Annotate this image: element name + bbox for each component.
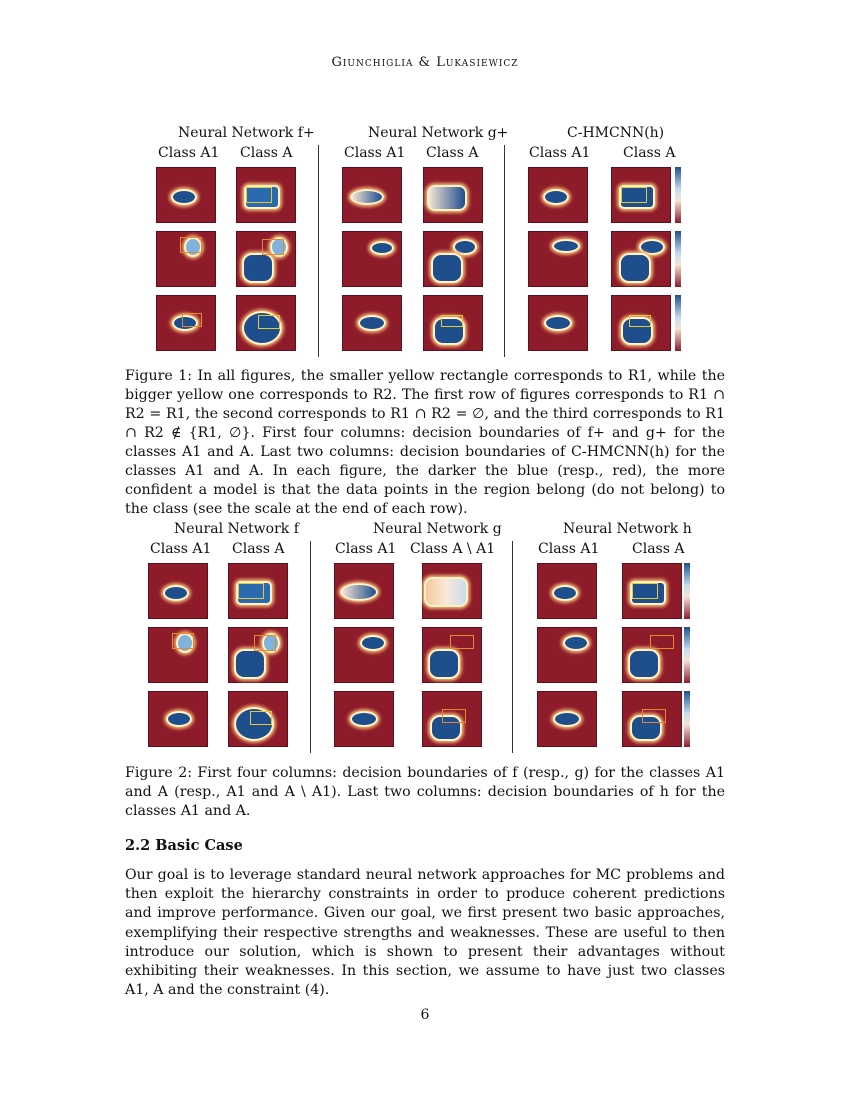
fig1-col-title: Class A [240,145,293,161]
fig1-group-title-g-plus: Neural Network g+ [368,125,509,141]
decision-boundary-panel [422,563,482,619]
fig1-col-title: Class A1 [529,145,591,161]
fig1-col-title: Class A [426,145,479,161]
decision-boundary-panel [334,563,394,619]
decision-boundary-panel [611,231,671,287]
fig2-col-title: Class A [632,541,685,557]
decision-boundary-panel [537,691,597,747]
decision-boundary-panel [334,627,394,683]
fig2-col-title: Class A1 [150,541,212,557]
decision-boundary-panel [423,295,483,351]
fig2-group-title-g: Neural Network g [373,521,502,537]
fig2-col-title: Class A1 [335,541,397,557]
decision-boundary-panel [422,691,482,747]
fig2-group-title-f: Neural Network f [174,521,299,537]
decision-boundary-panel [611,295,671,351]
section-body: Our goal is to leverage standard neural network approaches for MC problems and then exploit the hierarchy constraints in order to produce coherent predictions and improve performance. Given our goal, we first present two basic approaches, exemplifying their respective strengths and weaknesses. These are useful to then introduce our solution, which is shown to present their advantages without exhibiting their weaknesses. In this section, we assume to have just two classes A1, A and the constraint (4). [125,867,725,999]
decision-boundary-panel [342,295,402,351]
confidence-colorbar [684,563,690,619]
decision-boundary-panel [148,691,208,747]
decision-boundary-panel [148,627,208,683]
figure-2 [120,521,730,753]
decision-boundary-panel [611,167,671,223]
decision-boundary-panel [156,231,216,287]
section-heading: 2.2 Basic Case [125,837,243,854]
decision-boundary-panel [528,167,588,223]
decision-boundary-panel [156,295,216,351]
decision-boundary-panel [537,627,597,683]
fig2-group-title-h: Neural Network h [563,521,692,537]
decision-boundary-panel [537,563,597,619]
decision-boundary-panel [528,295,588,351]
decision-boundary-panel [423,167,483,223]
figure-1 [120,125,730,360]
figure-2-caption: Figure 2: First four columns: decision boundaries of f (resp., g) for the classes A1 and A (resp., A1 and A \ A1). Last two columns: decision boundaries of h for the classes A1 and A. [125,765,725,819]
decision-boundary-panel [148,563,208,619]
fig2-col-title: Class A \ A1 [410,541,496,557]
fig2-col-title: Class A [232,541,285,557]
figure-1-caption: Figure 1: In all figures, the smaller yellow rectangle corresponds to R1, while the bigger yellow one corresponds to R2. The first row of figures corresponds to R1 ∩ R2 = R1, the second corresponds to R1 ∩ R2 = ∅, and the third corresponds to R1 ∩ R2 ∉ {R1, ∅}. First four columns: decision boundaries of f+ and g+ for the classes A1 and A. Last two columns: decision boundaries of C-HMCNN(h) for the classes A1 and A. In each figure, the darker the blue (resp., red), the more confident a model is that the data points in the region belong (do not belong) to the class (see the scale at the end of each row). [125,368,725,517]
fig1-col-title: Class A1 [344,145,406,161]
decision-boundary-panel [528,231,588,287]
running-head: Giunchiglia & Lukasiewicz [331,55,519,70]
page-number: 6 [420,1007,430,1023]
decision-boundary-panel [342,167,402,223]
fig1-group-title-chmcnn: C-HMCNN(h) [567,125,665,141]
decision-boundary-panel [622,627,682,683]
fig2-divider [310,541,311,753]
fig1-divider [318,145,319,357]
confidence-colorbar [675,167,681,223]
decision-boundary-panel [228,627,288,683]
fig2-col-title: Class A1 [538,541,600,557]
decision-boundary-panel [342,231,402,287]
fig1-col-title: Class A1 [158,145,220,161]
confidence-colorbar [675,295,681,351]
decision-boundary-panel [228,563,288,619]
confidence-colorbar [675,231,681,287]
decision-boundary-panel [334,691,394,747]
fig1-group-title-f-plus: Neural Network f+ [178,125,315,141]
decision-boundary-panel [622,563,682,619]
fig1-divider [504,145,505,357]
decision-boundary-panel [236,231,296,287]
decision-boundary-panel [156,167,216,223]
decision-boundary-panel [236,295,296,351]
fig1-col-title: Class A [623,145,676,161]
decision-boundary-panel [622,691,682,747]
decision-boundary-panel [228,691,288,747]
decision-boundary-panel [422,627,482,683]
confidence-colorbar [684,691,690,747]
decision-boundary-panel [236,167,296,223]
confidence-colorbar [684,627,690,683]
decision-boundary-panel [423,231,483,287]
fig2-divider [512,541,513,753]
